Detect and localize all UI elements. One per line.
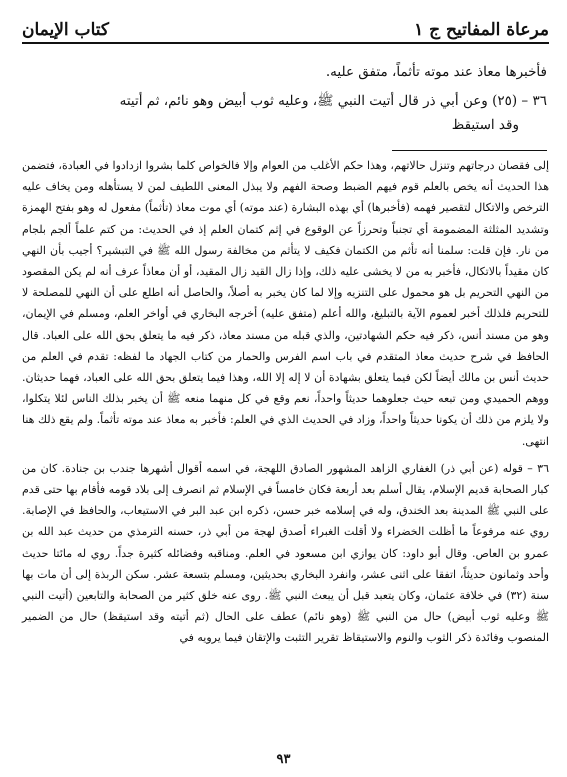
hadith-continuation: فأخبرها معاذ عند موته تأثماً، متفق عليه. [325,64,547,80]
hadith-text [24,89,547,137]
commentary-paragraph-2: ٣٦ – قوله (عن أبي ذر) الغفاري الزاهد المشهور الصادق اللهجة، في اسمه أقوال أشهرها جندب بن جنادة. كان من كبار الصحابة قديم الإسلام، يقال أسلم بعد أربعة فكان خامساً في الإسلام ثم انصرف إلى بلاد قومه فأقام بها حتى قدم على النبي ﷺ المدينة بعد الخندق، وله في إسلامه خبر حسن، ذكره ابن عبد البر في الاستيعاب، والحافظ في الإصابة. روي عنه مرفوعاً ما أظلت الخضراء ولا أقلت الغبراء أصدق لهجة من أبي ذر، حسنه الترمذي من حديث عبد الله بن عمرو بن العاص. وقال أبو داود: كان يوازي ابن مسعود في العلم. ومناقبه وفضائله كثيرة جداً. روي له مائتا حديث وأحد وثمانون حديثاً، اتفقا على اثنى عشر، وانفرد البخاري بحديثين، ومسلم بتسعة عشر. سكن الربذة إلى أن مات بها سنة (٣٢) في خلافة عثمان، وكان يتعبد قبل أن يبعث النبي ﷺ. روى عنه خلق كثير من الصحابة والتابعين (أتيت النبي ﷺ وعليه ثوب أبيض) حال من النبي ﷺ (وهو نائم) عطف على الحال (ثم أتيته وقد استيقظ) حال من الضمير المنصوب وفائدة ذكر الثوب والنوم والاستيقاظ تقرير التثبت والإتقان فيما يرويه في [22,461,549,645]
commentary-paragraph-1: إلى فقصان درجاتهم وتنزل حالاتهم، وهذا حكم الأغلب من العوام وإلا فالخواص كلما بشروا ازدادوا في العبادة، فتضمن هذا الحديث أنه يخص بالعلم قوم فيهم الضبط وصحة الفهم ولا يبذل المعنى اللطيف لمن لا يستأهله ومن يخاف عليه الترخص والاتكال لتقصير فهمه (فأخبرها) أي بهذه البشارة (عند موته) أي موت معاذ (تأثماً) مفعول له وهو بفتح الهمزة وتشديد المثلثة المضمومة أي تجنباً وتحرزاً عن الوقوع في إثم كتمان العلم إذ في الحديث: من كتم علماً ألجم بلجام من نار. فإن قلت: سلمنا أنه تأثم من الكتمان فكيف لا يتأثم من مخالفة رسول الله ﷺ في التبشير؟ أجيب بأن النهي كان مقيداً بالاتكال، فأخبر به من لا يخشى عليه ذلك، وإذا زال القيد زال المقيد، أو أن معاذاً عرف أنه لم يكن المقصود من النهي التحريم بل هو محمول على التنزيه وإلا لما كان يخبر به أصلاً، والحاصل أنه اطلع على أن النهي للمصلحة لا للتحريم فلذلك أخبر لعموم الآية بالتبليغ، والله أعلم (متفق عليه) أخرجه البخاري في أواخر العلم، ومسلم في الإيمان، وهو من مسند أنس، ذكر فيه حكم الشهادتين، والذي قبله من مسند معاذ، ذكر فيه ما يتعلق بحق الله على العباد. قال الحافظ في شرح حديث معاذ المتقدم في باب اسم الفرس والحمار من كتاب الجهاد ما لفظه: تقدم في العلم من حديث أنس بن مالك أيضاً لكن فيما يتعلق بشهادة أن لا إله إلا الله، وهذا فيما يتعلق بحق الله على العباد، فهما حديثان. ووهم الحميدي ومن تبعه حيث جعلوهما حديثاً واحداً، نعم وقع في كل منهما منعه ﷺ أن يخبر بذلك الناس لئلا يتكلوا، ولا يلزم من ذلك أن يكونا حديثاً واحداً، وزاد في الحديث الذي في العلم: فأخبر به معاذ عند موته تأثماً. ولم يقع ذلك هنا انتهى. [22,159,549,448]
chapter-title: كتاب الإيمان [22,20,109,40]
book-title: مرعاة المفاتيح ج ١ [414,20,549,40]
footnote-divider [392,150,547,151]
hadith-main-line: ٣٦ – (٢٥) وعن أبي ذر قال أتيت النبي ﷺ، وعليه ثوب أبيض وهو نائم، ثم أتيته [119,93,547,109]
page-number: ٩٣ [276,752,291,767]
hadith-main-tail: وقد استيقظ [451,117,519,133]
page-header [22,10,549,44]
commentary [22,155,549,649]
